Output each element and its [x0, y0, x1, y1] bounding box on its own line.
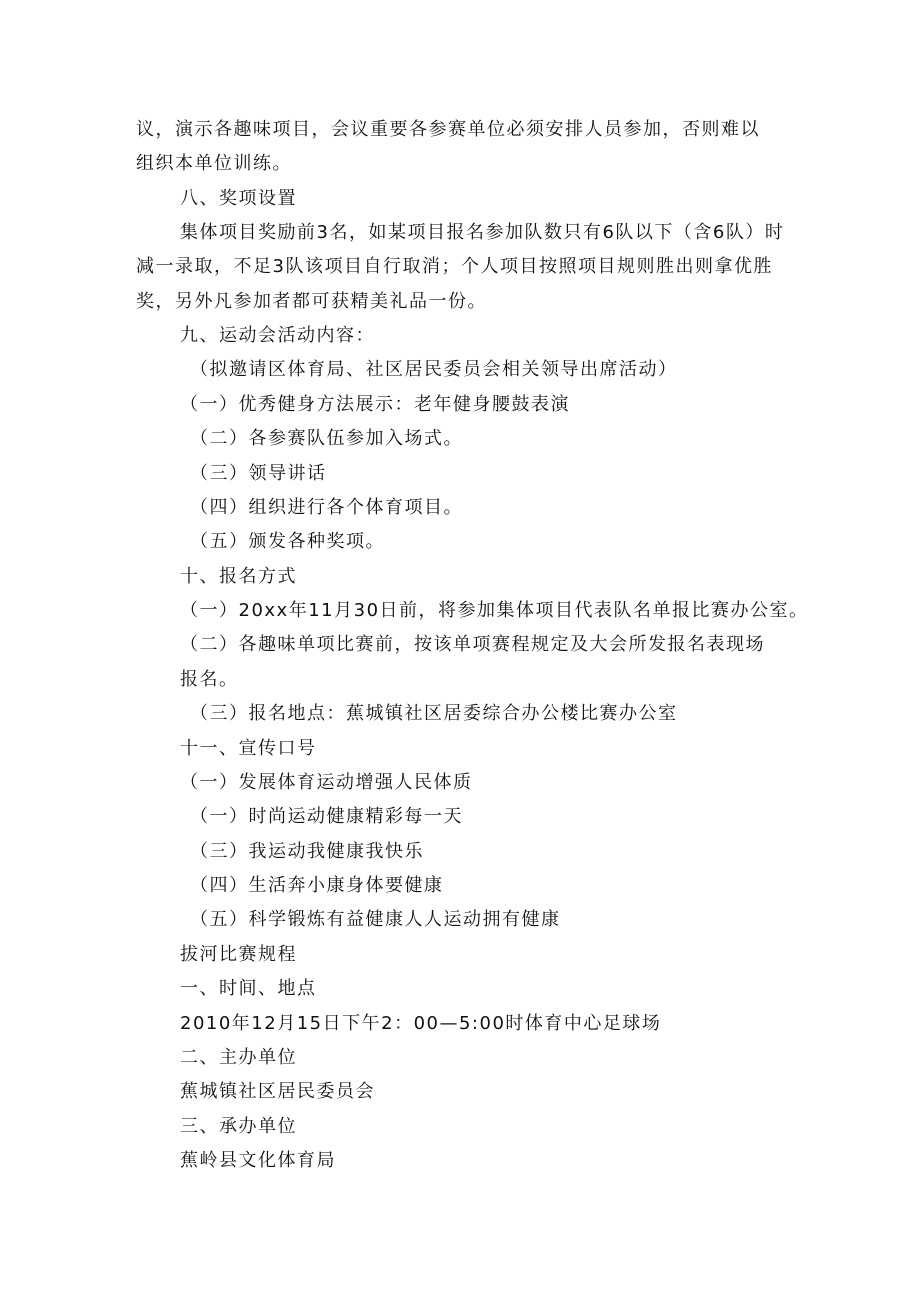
- paragraph-line: 报名。: [180, 669, 239, 690]
- list-item: （四）生活奔小康身体要健康: [190, 875, 444, 896]
- list-item: （三）我运动我健康我快乐: [190, 841, 424, 862]
- section-heading: 九、运动会活动内容：: [180, 325, 375, 346]
- section-heading: 二、主办单位: [180, 1047, 297, 1068]
- list-item: （二）各趣味单项比赛前，按该单项赛程规定及大会所发报名表现场: [180, 634, 765, 655]
- paragraph-line: 奖，另外凡参加者都可获精美礼品一份。: [136, 291, 487, 312]
- list-item: （三）领导讲话: [190, 463, 327, 484]
- list-item: （五）科学锻炼有益健康人人运动拥有健康: [190, 909, 561, 930]
- section-heading: 三、承办单位: [180, 1116, 297, 1137]
- list-item: （二）各参赛队伍参加入场式。: [190, 428, 463, 449]
- paragraph-line: 减一录取，不足3队该项目自行取消；个人项目按照项目规则胜出则拿优胜: [136, 256, 773, 277]
- paragraph-line: （拟邀请区体育局、社区居民委员会相关领导出席活动）: [190, 359, 678, 380]
- paragraph-line: 蕉岭县文化体育局: [180, 1150, 336, 1171]
- section-heading: 十、报名方式: [180, 566, 297, 587]
- list-item: （五）颁发各种奖项。: [190, 531, 385, 552]
- paragraph-line: 2010年12月15日下午2：00—5:00时体育中心足球场: [180, 1013, 662, 1034]
- list-item: （一）时尚运动健康精彩每一天: [190, 806, 463, 827]
- list-item: （四）组织进行各个体育项目。: [190, 497, 463, 518]
- list-item: （一）发展体育运动增强人民体质: [180, 772, 473, 793]
- paragraph-line: 议，演示各趣味项目，会议重要各参赛单位必须安排人员参加，否则难以: [136, 119, 760, 140]
- section-heading: 十一、宣传口号: [180, 738, 317, 759]
- document-subtitle: 拔河比赛规程: [180, 944, 297, 965]
- section-heading: 八、奖项设置: [180, 188, 297, 209]
- paragraph-line: 蕉城镇社区居民委员会: [180, 1081, 375, 1102]
- paragraph-line: 组织本单位训练。: [136, 153, 292, 174]
- section-heading: 一、时间、地点: [180, 978, 317, 999]
- paragraph-line: 集体项目奖励前3名，如某项目报名参加队数只有6队以下（含6队）时: [180, 222, 785, 243]
- list-item: （三）报名地点：蕉城镇社区居委综合办公楼比赛办公室: [190, 703, 678, 724]
- list-item: （一）优秀健身方法展示：老年健身腰鼓表演: [180, 394, 570, 415]
- list-item: （一）20xx年11月30日前，将参加集体项目代表队名单报比赛办公室。: [180, 600, 809, 621]
